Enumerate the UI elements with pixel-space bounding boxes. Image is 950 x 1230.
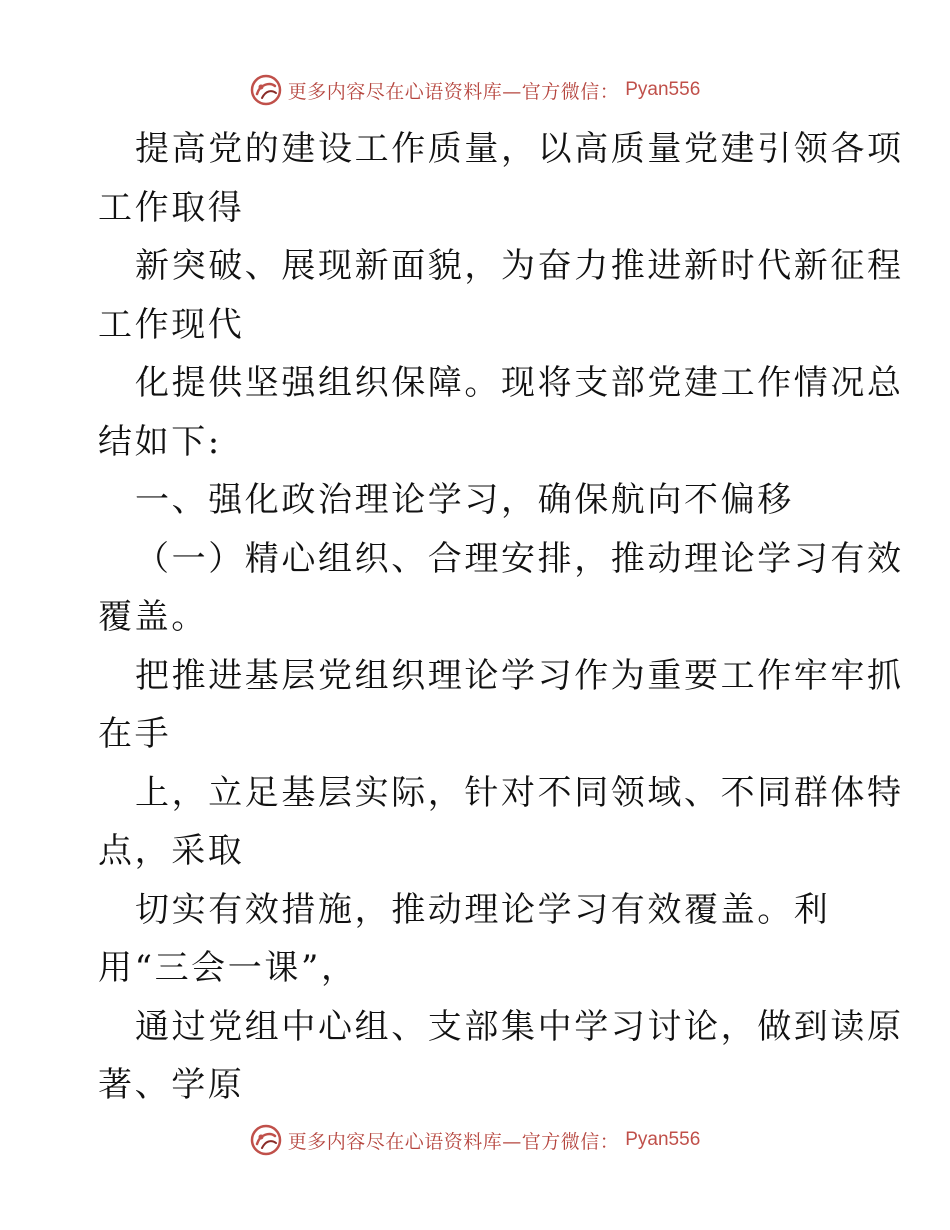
footer-watermark <box>0 1122 950 1158</box>
text-line: 上，立足基层实际，针对不同领域、不同群体特 <box>135 772 904 813</box>
watermark-handle: Pyan556 <box>625 79 701 100</box>
text-line: 覆盖。 <box>98 597 208 637</box>
text-line: 化提供坚强组织保障。现将支部党建工作情况总 <box>135 363 904 403</box>
text-line: 提高党的建设工作质量，以高质量党建引领各项 <box>135 129 904 169</box>
watermark-handle: Pyan556 <box>625 1129 701 1150</box>
text-line: 切实有效措施，推动理论学习有效覆盖。利 <box>135 889 831 930</box>
watermark-text: 更多内容尽在心语资料库—官方微信： <box>287 80 620 103</box>
text-line: 著、学原 <box>98 1065 245 1105</box>
text-line: 在手 <box>98 714 172 754</box>
text-line: 结如下: <box>98 421 222 462</box>
text-line: 一、强化政治理论学习，确保航向不偏移 <box>135 480 794 520</box>
text-line: 把推进基层党组织理论学习作为重要工作牢牢抓 <box>135 655 904 696</box>
watermark-text: 更多内容尽在心语资料库—官方微信： <box>287 1130 620 1153</box>
document-body <box>98 120 904 1115</box>
text-line: 工作取得 <box>98 187 245 228</box>
text-line: 点，采取 <box>98 831 245 871</box>
text-line: 用“三会一课”， <box>98 948 358 988</box>
text-line: 工作现代 <box>98 304 245 345</box>
text-line: 新突破、展现新面貌，为奋力推进新时代新征程 <box>135 246 904 286</box>
header-watermark <box>0 72 950 108</box>
text-line: （一）精心组织、合理安排，推动理论学习有效 <box>135 538 904 579</box>
text-line: 通过党组中心组、支部集中学习讨论，做到读原 <box>135 1006 904 1047</box>
red-swirl-logo-icon <box>250 74 282 106</box>
red-swirl-logo-icon <box>250 1124 282 1156</box>
